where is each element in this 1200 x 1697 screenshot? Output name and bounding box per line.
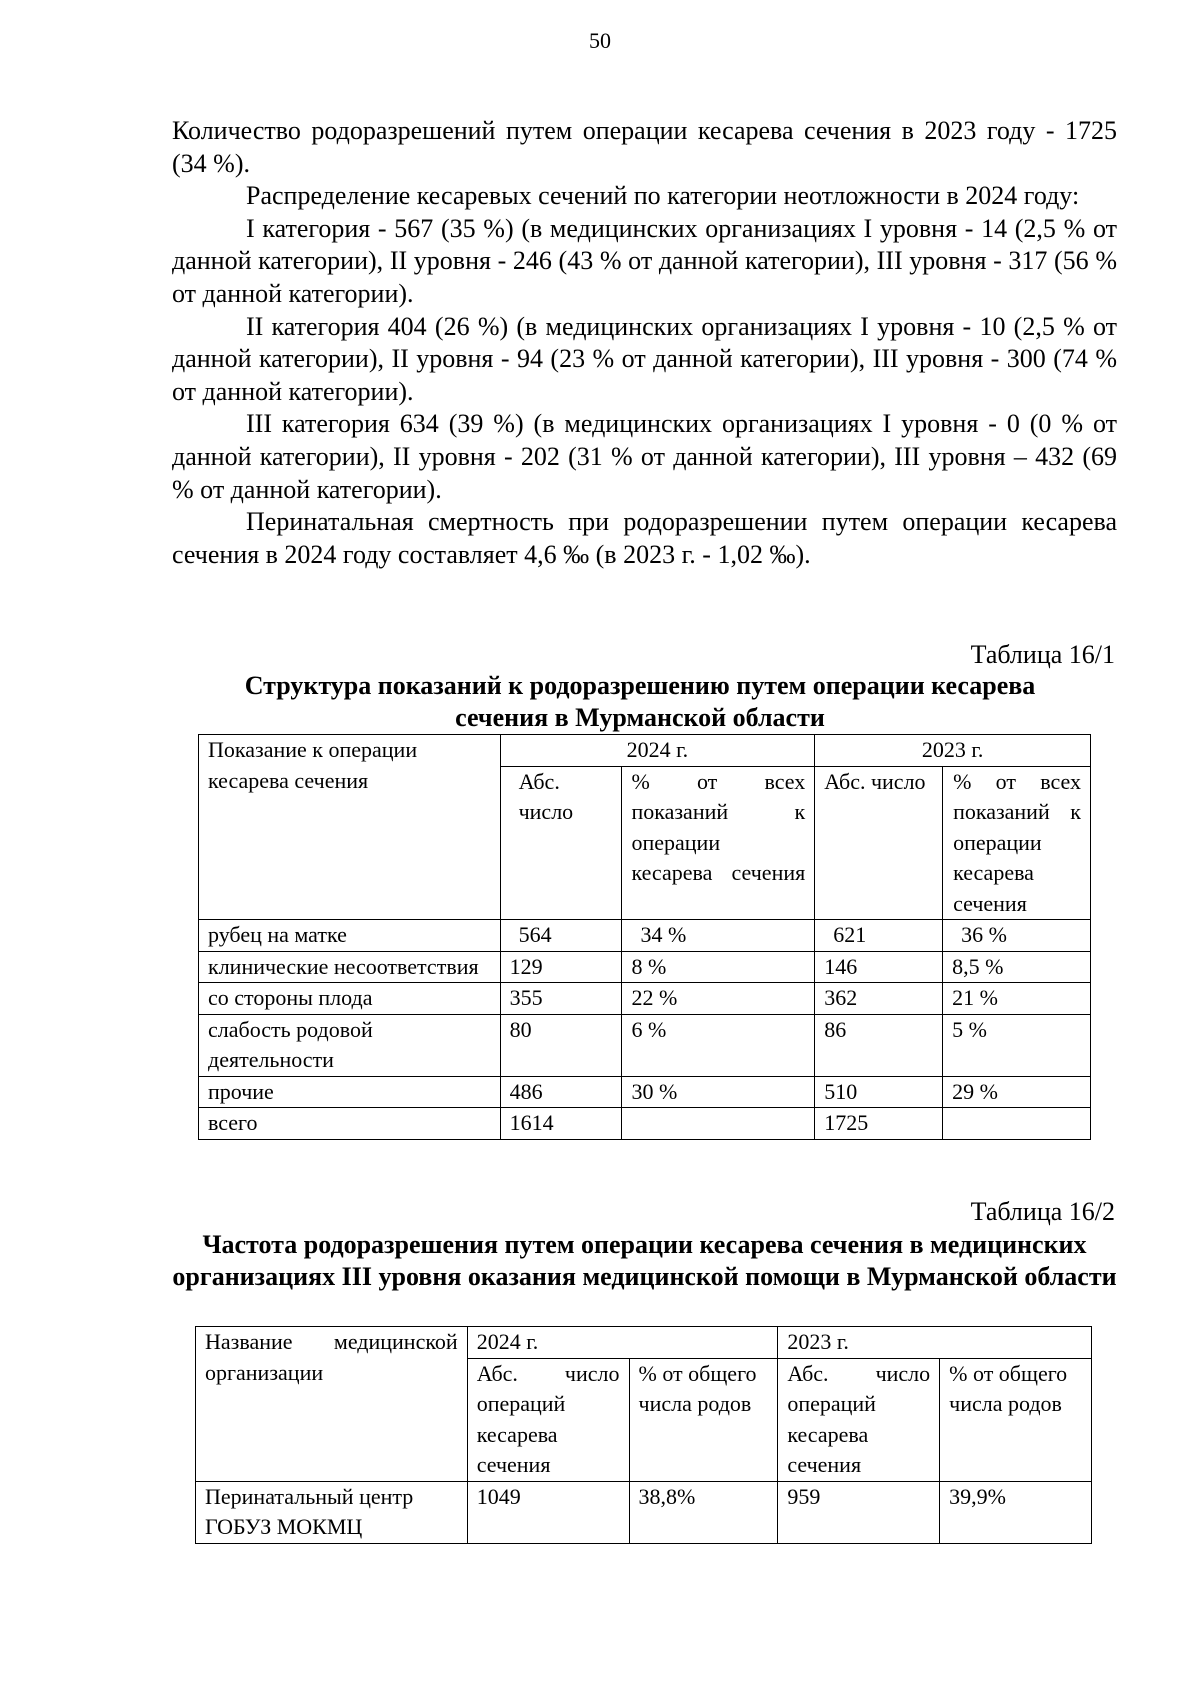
row-label: со стороны плода [199,983,501,1015]
row-label: клинические несоответствия [199,951,501,983]
cell-pct: 8,5 % [943,951,1091,983]
table2-abs-header: Абс. число операций кесарева сечения [467,1358,629,1481]
cell-abs: 486 [500,1076,622,1108]
paragraph: Количество родоразрешений путем операции кесарева сечения в 2023 году - 1725 (34 %). [172,116,1117,178]
table-row [199,983,1091,1015]
table1-year-2024: 2024 г. [500,735,815,767]
table1 [198,734,1091,1140]
table-row-total [199,1108,1091,1140]
table-row [199,1076,1091,1108]
table2-abs-header: Абс. число операций кесарева сечения [778,1358,940,1481]
cell-abs: 86 [815,1014,943,1076]
cell-pct: 8 % [622,951,815,983]
cell-pct: 34 % [622,920,815,952]
cell-abs: 129 [500,951,622,983]
cell-abs: 959 [778,1481,940,1543]
table1-pct-header: % от всех показаний к операции кесарева сечения [622,766,815,920]
cell-pct: 29 % [943,1076,1091,1108]
cell-pct: 39,9% [940,1481,1092,1543]
table-row [196,1481,1092,1543]
cell-pct: 30 % [622,1076,815,1108]
row-label: рубец на матке [199,920,501,952]
cell-abs: 1725 [815,1108,943,1140]
table-row [199,920,1091,952]
table2-pct-header: % от общего числа родов [629,1358,778,1481]
paragraph: I категория - 567 (35 %) (в медицинских организациях I уровня - 14 (2,5 % от данной категории), II уровня - 246 (43 % от данной категории), III уровня - 317 (56 % от данной категории). [172,213,1117,308]
table1-title: Структура показаний к родоразрешению путем операции кесарева сечения в Мурманской области [244,671,1036,732]
paragraph: III категория 634 (39 %) (в медицинских организациях I уровня - 0 (0 % от данной категории), II уровня - 202 (31 % от данной категории), III уровня – 432 (69 % от данной категории). [172,409,1117,504]
cell-abs: 510 [815,1076,943,1108]
table1-abs-header: Абс. число [500,766,622,920]
table1-year-2023: 2023 г. [815,735,1091,767]
table1-header-label: Показание к операции кесарева сечения [199,735,501,920]
paragraph: Перинатальная смертность при родоразрешении путем операции кесарева сечения в 2024 году составляет 4,6 ‰ (в 2023 г. - 1,02 ‰). [172,507,1117,569]
table-header-row [199,735,1091,767]
row-label: прочие [199,1076,501,1108]
cell-pct [943,1108,1091,1140]
page-number: 50 [589,28,611,53]
cell-abs: 362 [815,983,943,1015]
table2 [195,1326,1092,1544]
cell-abs: 621 [815,920,943,952]
table-header-row [196,1327,1092,1359]
cell-abs: 80 [500,1014,622,1076]
cell-pct: 21 % [943,983,1091,1015]
paragraph: II категория 404 (26 %) (в медицинских организациях I уровня - 10 (2,5 % от данной категории), II уровня - 94 (23 % от данной категории), III уровня - 300 (74 % от данной категории). [172,311,1117,406]
cell-abs: 146 [815,951,943,983]
table1-abs-header: Абс. число [815,766,943,920]
cell-pct: 6 % [622,1014,815,1076]
cell-abs: 1614 [500,1108,622,1140]
cell-pct [622,1108,815,1140]
table1-caption: Таблица 16/1 [970,640,1115,669]
table-row [199,951,1091,983]
cell-pct: 38,8% [629,1481,778,1543]
table2-header-label: Название медицинской организации [196,1327,468,1482]
table-row [199,1014,1091,1076]
body-text [172,115,1117,571]
table2-year-2024: 2024 г. [467,1327,778,1359]
row-label: Перинатальный центр ГОБУЗ МОКМЦ [196,1481,468,1543]
table2-caption: Таблица 16/2 [970,1197,1115,1226]
table2-title: Частота родоразрешения путем операции кесарева сечения в медицинских организациях III уровня оказания медицинской помощи в Мурманской области [172,1230,1117,1291]
row-label: слабость родовой деятельности [199,1014,501,1076]
cell-abs: 1049 [467,1481,629,1543]
cell-pct: 5 % [943,1014,1091,1076]
table2-year-2023: 2023 г. [778,1327,1092,1359]
table1-pct-header: % от всех показаний к операции кесарева сечения [943,766,1091,920]
cell-abs: 564 [500,920,622,952]
cell-pct: 36 % [943,920,1091,952]
cell-abs: 355 [500,983,622,1015]
row-label: всего [199,1108,501,1140]
table2-pct-header: % от общего числа родов [940,1358,1092,1481]
cell-pct: 22 % [622,983,815,1015]
paragraph: Распределение кесаревых сечений по категории неотложности в 2024 году: [246,181,1080,211]
